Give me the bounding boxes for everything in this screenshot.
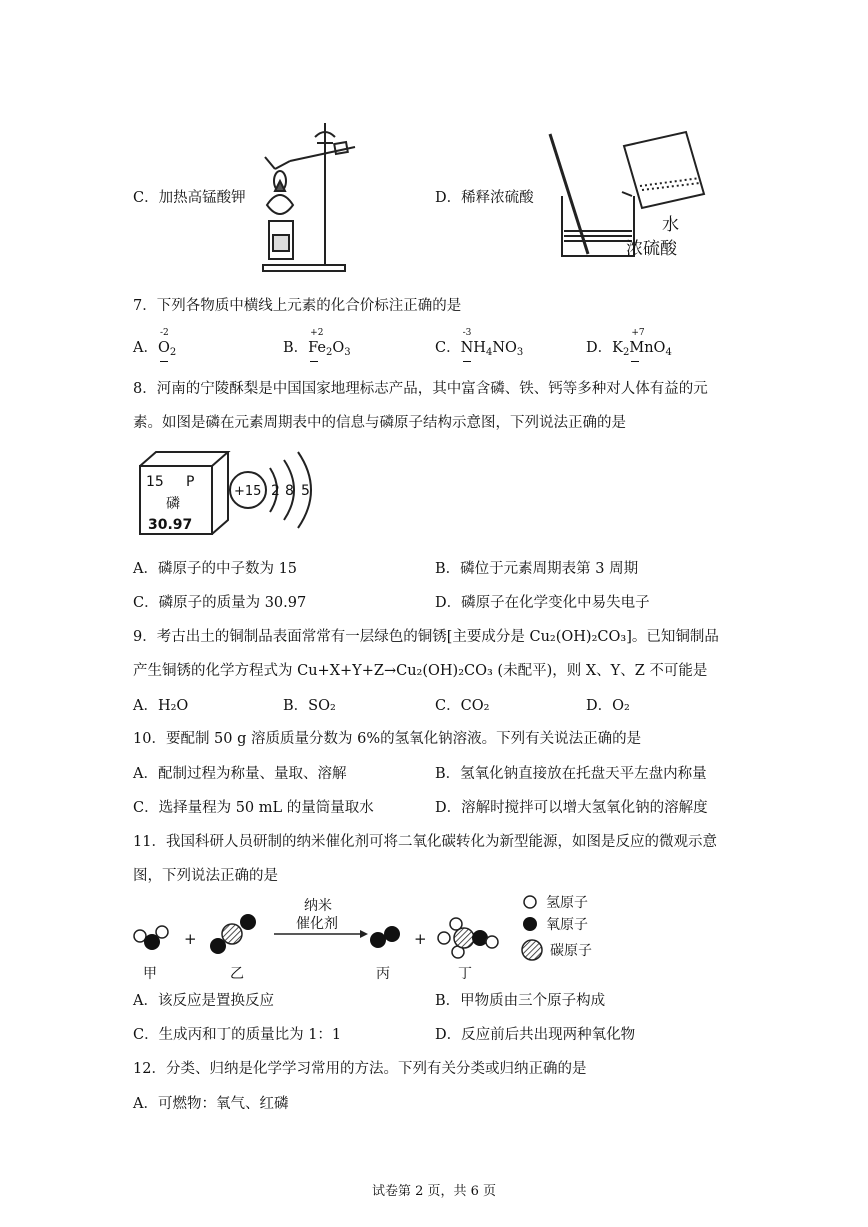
plus-sign-2: + xyxy=(414,930,427,948)
q12-option-a: A．可燃物：氧气、红磷 xyxy=(133,1096,289,1112)
page-footer: 试卷第 2 页，共 6 页 xyxy=(371,1184,497,1199)
shell-2: 8 xyxy=(285,483,294,499)
water-label: 水 xyxy=(662,215,679,235)
q7-option-a: A． -2 O $_2$ xyxy=(133,336,176,358)
q11-option-b: B．甲物质由三个原子构成 xyxy=(435,993,606,1009)
element-number: 15 xyxy=(146,474,164,490)
q9-stem-line2: 产生铜锈的化学方程式为 Cu+X+Y+Z→Cu₂(OH)₂CO₃ (未配平)，则 X、Y、Z 不可能是 xyxy=(133,663,708,679)
q9-option-b: B．SO₂ xyxy=(283,698,336,714)
q7-stem: 7．下列各物质中横线上元素的化合价标注正确的是 xyxy=(133,298,462,314)
reaction-diagram xyxy=(128,890,628,980)
shell-1: 2 xyxy=(271,483,280,499)
q9-stem-line1: 9．考古出土的铜制品表面常常有一层绿色的铜锈[主要成分是 Cu₂(OH)₂CO₃]。已知铜制品 xyxy=(133,629,719,645)
shell-3: 5 xyxy=(301,483,310,499)
q10-option-d: D．溶解时搅拌可以增大氢氧化钠的溶解度 xyxy=(435,800,708,816)
q10-stem: 10．要配制 50 g 溶质质量分数为 6%的氢氧化钠溶液。下列有关说法正确的是 xyxy=(133,731,642,747)
dilute-acid-figure xyxy=(544,126,724,262)
q8-option-a: A．磷原子的中子数为 15 xyxy=(133,561,298,577)
q11-stem-line1: 11．我国科研人员研制的纳米催化剂可将二氧化碳转化为新型能源，如图是反应的微观示意 xyxy=(133,834,717,850)
heating-apparatus-figure xyxy=(255,113,365,275)
element-symbol: P xyxy=(186,474,195,490)
q7-option-d: D．$K_2$ +7 Mn $O_4$ xyxy=(586,336,672,358)
q10-option-a: A．配制过程为称量、量取、溶解 xyxy=(133,766,347,782)
legend-hydrogen: 氢原子 xyxy=(546,895,588,911)
q10-option-c: C．选择量程为 50 mL 的量筒量取水 xyxy=(133,800,374,816)
nucleus-charge: +15 xyxy=(234,484,262,499)
label-ding: 丁 xyxy=(458,966,472,980)
q6-option-d: D．稀释浓硫酸 xyxy=(435,190,534,206)
q7-option-c: C． -3 N $H_4NO_3$ xyxy=(435,336,523,358)
label-yi: 乙 xyxy=(230,966,244,980)
legend-oxygen: 氧原子 xyxy=(546,917,588,933)
element-mass: 30.97 xyxy=(148,517,193,533)
q11-option-a: A．该反应是置换反应 xyxy=(133,993,274,1009)
q8-option-b: B．磷位于元素周期表第 3 周期 xyxy=(435,561,639,577)
label-jia: 甲 xyxy=(143,966,157,980)
plus-sign: + xyxy=(184,930,197,948)
q11-stem-line2: 图，下列说法正确的是 xyxy=(133,868,278,884)
label-bing: 丙 xyxy=(376,966,390,980)
q8-option-d: D．磷原子在化学变化中易失电子 xyxy=(435,595,650,611)
q9-option-d: D．O₂ xyxy=(586,698,630,714)
acid-label: 浓硫酸 xyxy=(626,239,677,259)
q11-option-d: D．反应前后共出现两种氧化物 xyxy=(435,1027,636,1043)
phosphorus-figure xyxy=(138,446,328,538)
q8-stem-line2: 素。如图是磷在元素周期表中的信息与磷原子结构示意图，下列说法正确的是 xyxy=(133,415,626,431)
q9-option-c: C．CO₂ xyxy=(435,698,490,714)
q12-stem: 12．分类、归纳是化学学习常用的方法。下列有关分类或归纳正确的是 xyxy=(133,1061,587,1077)
q9-option-a: A．H₂O xyxy=(133,698,189,714)
q6-option-c: C．加热高锰酸钾 xyxy=(133,190,246,206)
element-name: 磷 xyxy=(166,496,180,512)
legend-carbon: 碳原子 xyxy=(550,943,592,959)
catalyst-label-1: 纳米 xyxy=(304,898,332,914)
q11-option-c: C．生成丙和丁的质量比为 1：1 xyxy=(133,1027,342,1043)
catalyst-label-2: 催化剂 xyxy=(296,916,338,932)
q7-option-b: B． +2 Fe $_2O_3$ xyxy=(283,336,351,358)
q10-option-b: B．氢氧化钠直接放在托盘天平左盘内称量 xyxy=(435,766,707,782)
q8-stem-line1: 8．河南的宁陵酥梨是中国国家地理标志产品，其中富含磷、铁、钙等多种对人体有益的元 xyxy=(133,381,708,397)
q8-option-c: C．磷原子的质量为 30.97 xyxy=(133,595,307,611)
